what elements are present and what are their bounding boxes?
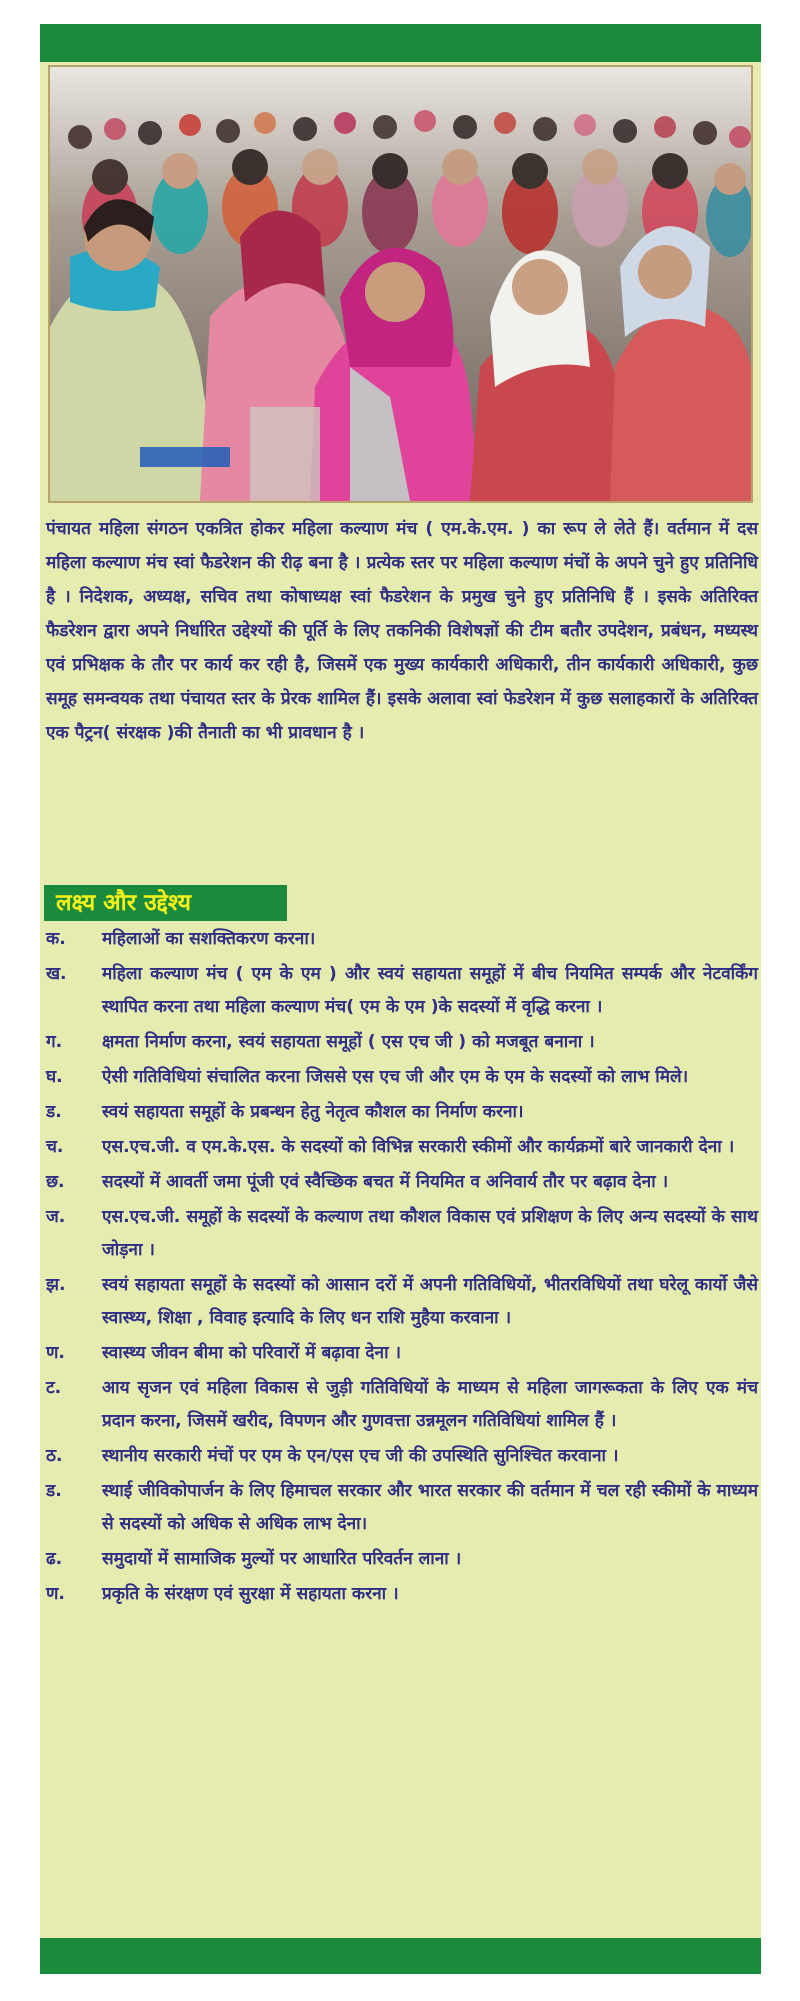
goal-text: एस.एच.जी. समूहों के सदस्यों के कल्याण तथा कौशल विकास एवं प्रशिक्षण के लिए अन्य सदस्यों के साथ जोड़ना ।	[102, 1207, 758, 1260]
goal-marker: ज.	[46, 1207, 66, 1227]
goal-marker: झ.	[46, 1275, 66, 1295]
goal-item	[46, 1543, 758, 1576]
goal-marker: छ.	[46, 1172, 65, 1192]
goal-marker: घ.	[46, 1067, 63, 1087]
goal-item	[46, 1440, 758, 1473]
goal-marker: च.	[46, 1137, 64, 1157]
goal-item	[46, 1269, 758, 1335]
goal-item	[46, 1201, 758, 1267]
goal-text: क्षमता निर्माण करना, स्वयं सहायता समूहों ( एस एच जी ) को मजबूत बनाना ।	[102, 1032, 595, 1052]
goal-item	[46, 1475, 758, 1541]
goal-text: स्वास्थ्य जीवन बीमा को परिवारों में बढ़ावा देना ।	[102, 1343, 402, 1363]
goal-marker: ख.	[46, 964, 67, 984]
goal-item	[46, 1166, 758, 1199]
goal-text: स्थानीय सरकारी मंचों पर एम के एन/एस एच जी की उपस्थिति सुनिश्चित करवाना ।	[102, 1446, 619, 1466]
goal-text: एस.एच.जी. व एम.के.एस. के सदस्यों को विभिन्न सरकारी स्कीमों और कार्यक्रमों बारे जानकारी देना ।	[102, 1137, 735, 1157]
goal-item	[46, 1131, 758, 1164]
intro-paragraph: पंचायत महिला संगठन एकत्रित होकर महिला कल्याण मंच ( एम.के.एम. ) का रूप ले लेते हैं। वर्तमान में दस महिला कल्याण मंच स्वां फैडरेशन की रीढ़ बना है । प्रत्येक स्तर पर महिला कल्याण मंचों के अपने चुने हुए प्रतिनिधि है । निदेशक, अध्यक्ष, सचिव तथा कोषाध्यक्ष स्वां फैडरेशन के प्रमुख चुने हुए प्रतिनिधि हैं । इसके अतिरिक्त फैडरेशन द्वारा अपने निर्धारित उद्देश्यों की पूर्ति के लिए तकनिकी विशेषज्ञों की टीम बतौर उपदेशन, प्रबंधन, मध्यस्थ एवं प्रभिक्षक के तौर पर कार्य कर रही है, जिसमें एक मुख्य कार्यकारी अधिकारी, तीन कार्यकारी अधिकारी, कुछ समूह समन्वयक तथा पंचायत स्तर के प्रेरक शामिल हैं। इसके अलावा स्वां फेडरेशन में कुछ सलाहकारों के अतिरिक्त एक पैट्रन( संरक्षक )की तैनाती का भी प्रावधान है ।	[46, 519, 758, 743]
bottom-green-bar	[40, 1938, 761, 1974]
goal-marker: ड.	[46, 1102, 62, 1122]
goal-text: ऐसी गतिविधियां संचालित करना जिससे एस एच जी और एम के एम के सदस्यों को लाभ मिले।	[102, 1067, 689, 1087]
goal-marker: ढ.	[46, 1549, 63, 1569]
goal-text: स्वयं सहायता समूहों के प्रबन्धन हेतु नेतृत्व कौशल का निर्माण करना।	[102, 1102, 524, 1122]
goal-marker: ण.	[46, 1343, 65, 1363]
goal-item	[46, 1578, 758, 1611]
goal-text: महिला कल्याण मंच ( एम के एम ) और स्वयं सहायता समूहों में बीच नियमित सम्पर्क और नेटवर्किंग स्थापित करना तथा महिला कल्याण मंच( एम के एम )के सदस्यों में वृद्धि करना ।	[102, 964, 758, 1017]
goal-marker: ण.	[46, 1584, 65, 1604]
goal-text: स्वयं सहायता समूहों के सदस्यों को आसान दरों में अपनी गतिविधियों, भीतरविधियों तथा घरेलू कार्यो जैसे स्वास्थ्य, शिक्षा , विवाह इत्यादि के लिए धन राशि मुहैया करवाना ।	[102, 1275, 758, 1328]
women-gathering-photo	[48, 65, 753, 503]
top-green-bar	[40, 24, 761, 62]
goal-marker: ग.	[46, 1032, 63, 1052]
goal-item	[46, 1372, 758, 1438]
goal-text: आय सृजन एवं महिला विकास से जुड़ी गतिविधियों के माध्यम से महिला जागरूकता के लिए एक मंच प्रदान करना, जिसमें खरीद, विपणन और गुणवत्ता उन्नमूलन गतिविधियां शामिल हैं ।	[102, 1378, 758, 1431]
goal-item	[46, 923, 758, 956]
goals-heading: लक्ष्य और उद्देश्य	[44, 885, 287, 921]
goal-text: सदस्यों में आवर्ती जमा पूंजी एवं स्वैच्छिक बचत में नियमित व अनिवार्य तौर पर बढ़ाव देना ।	[102, 1172, 669, 1192]
goal-text: स्थाई जीविकोपार्जन के लिए हिमाचल सरकार और भारत सरकार की वर्तमान में चल रही स्कीमों के माध्यम से सदस्यों को अधिक से अधिक लाभ देना।	[102, 1481, 758, 1534]
goal-item	[46, 1061, 758, 1094]
goals-list	[46, 923, 758, 1613]
goal-marker: ठ.	[46, 1446, 63, 1466]
goal-item	[46, 958, 758, 1024]
goal-marker: ड.	[46, 1481, 62, 1501]
goal-item	[46, 1337, 758, 1370]
goal-text: महिलाओं का सशक्तिकरण करना।	[102, 929, 316, 949]
goal-marker: क.	[46, 929, 66, 949]
goal-item	[46, 1096, 758, 1129]
goal-text: प्रकृति के संरक्षण एवं सुरक्षा में सहायता करना ।	[102, 1584, 399, 1604]
goal-marker: ट.	[46, 1378, 62, 1398]
brochure-panel	[40, 24, 761, 1974]
goal-text: समुदायों में सामाजिक मुल्यों पर आधारित परिवर्तन लाना ।	[102, 1549, 462, 1569]
goal-item	[46, 1026, 758, 1059]
